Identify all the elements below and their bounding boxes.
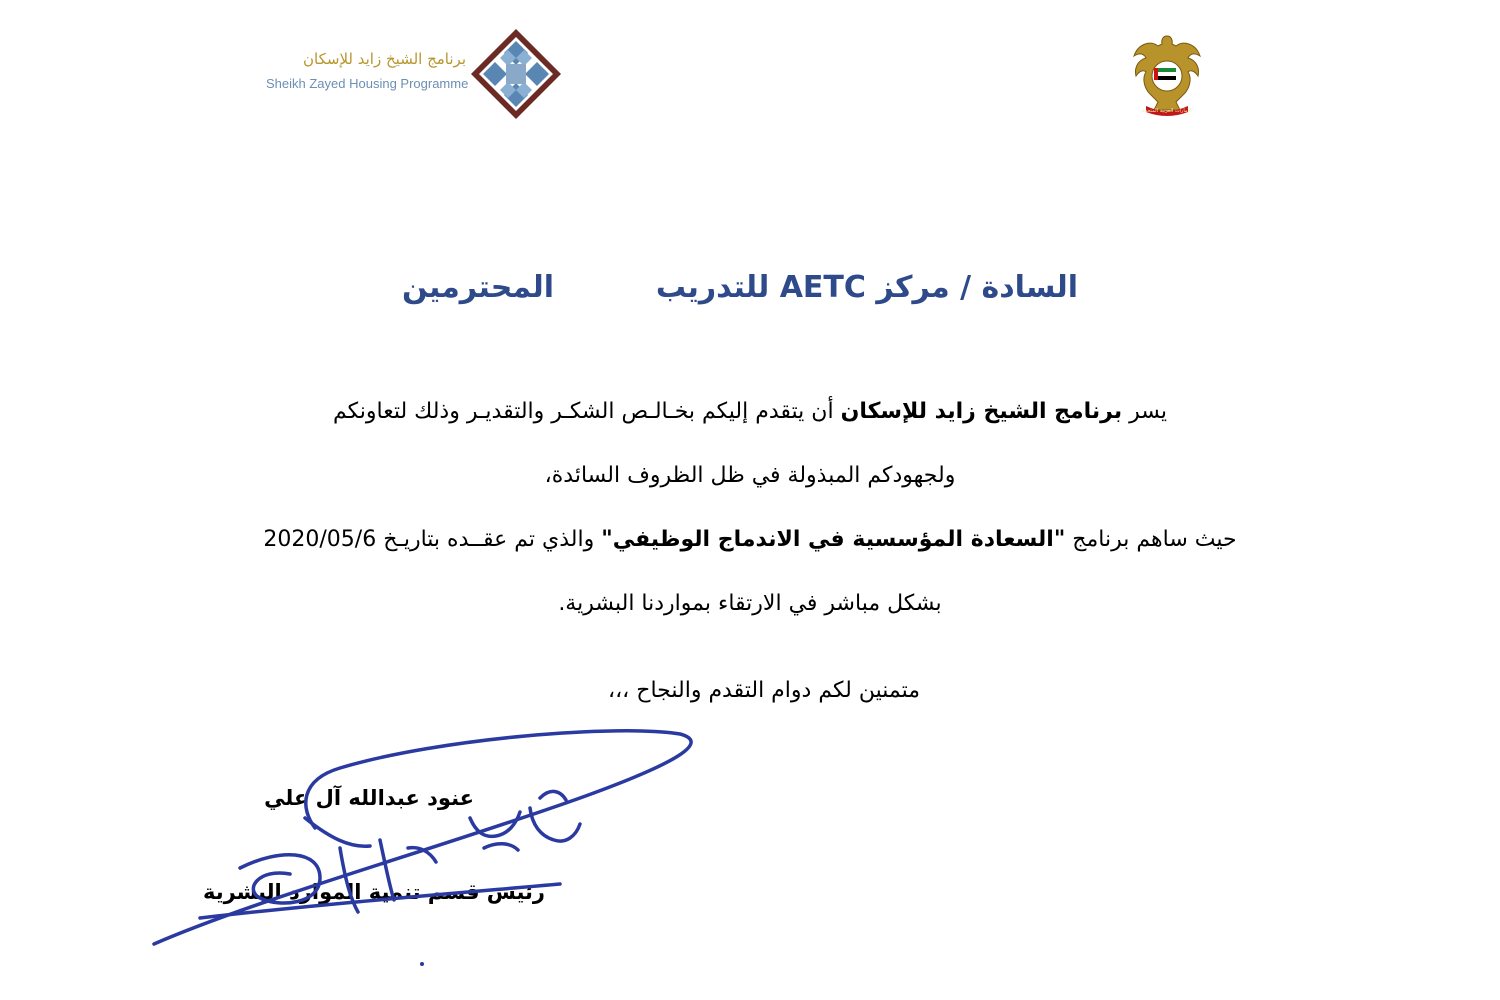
emblem-label: الإمارات العربية المتحدة	[1142, 108, 1192, 114]
uae-emblem-icon	[1130, 32, 1204, 116]
closing-line: متمنين لكم دوام التقدم والنجاح ،،،	[607, 678, 920, 703]
programme-name-bold: برنامج الشيخ زايد للإسكان	[840, 399, 1123, 424]
body-line-1	[150, 385, 1350, 449]
signatory-name: عنود عبدالله آل علي	[264, 786, 474, 810]
ink-dot	[420, 962, 424, 966]
body-line-4: بشكل مباشر في الارتقاء بمواردنا البشرية.	[558, 591, 942, 616]
body-line-3-rest: والذي تم عقــده بتاريـخ 2020/05/6	[263, 527, 602, 552]
body-line-1-rest: أن يتقدم إليكم بخـالـص الشكـر والتقديـر وذلك لتعاونكم	[332, 399, 841, 424]
salutation	[300, 270, 1200, 320]
programme-mark-icon	[470, 28, 562, 120]
signatory-title: رئيس قسم تنمية الموارد البشرية	[202, 880, 545, 904]
training-programme-title: "السعادة المؤسسية في الاندماج الوظيفي"	[601, 527, 1066, 552]
programme-logo	[262, 28, 564, 120]
programme-name-en: Sheikh Zayed Housing Programme	[266, 76, 469, 91]
body-line-3	[150, 513, 1350, 577]
uae-emblem	[1130, 32, 1204, 116]
handwritten-signature-icon	[140, 728, 710, 958]
letter-body	[150, 385, 1350, 641]
body-line-3-prefix: حيث ساهم برنامج	[1065, 527, 1237, 552]
salutation-respect: المحترمين	[401, 270, 554, 305]
addressee: السادة / مركز AETC للتدريب	[655, 270, 1078, 305]
programme-name-ar: برنامج الشيخ زايد للإسكان	[303, 50, 466, 68]
body-line-1-prefix: يسر	[1122, 399, 1168, 424]
body-line-2: ولجهودكم المبذولة في ظل الظروف السائدة،	[544, 463, 956, 488]
